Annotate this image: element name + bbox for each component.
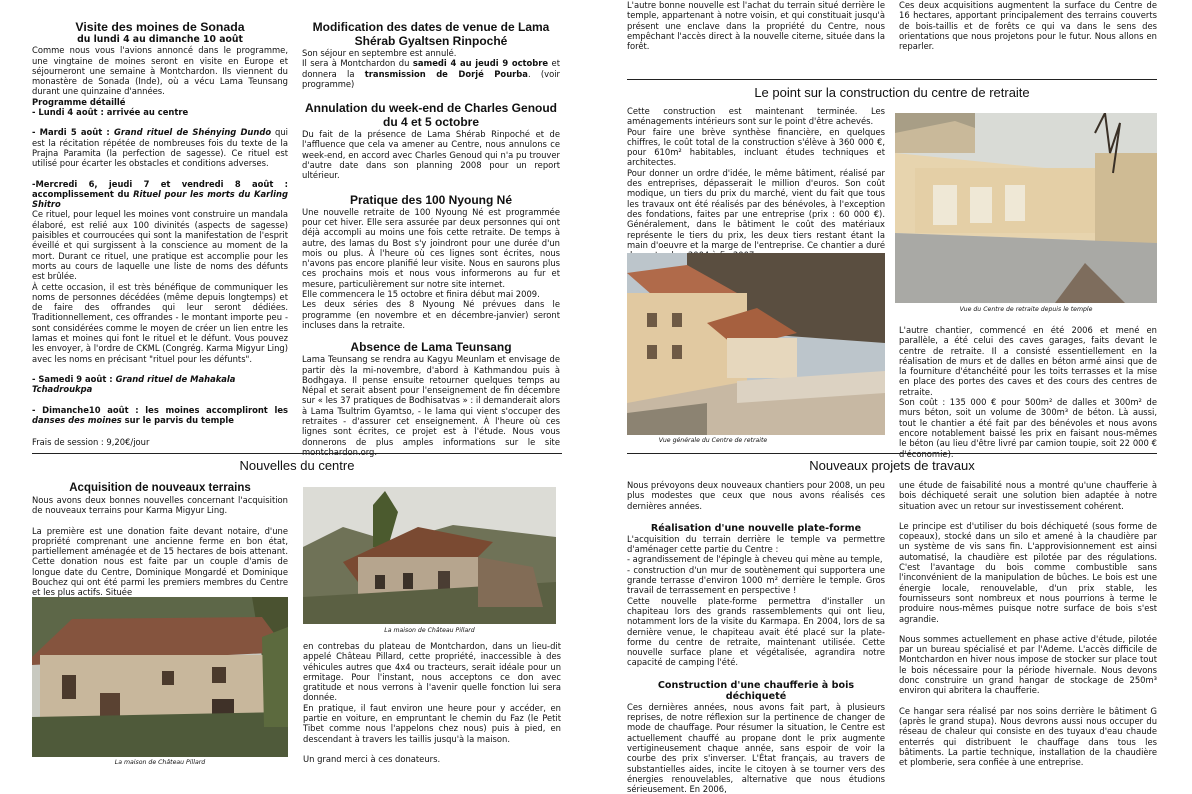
farmhouse-photo-1 [303, 487, 556, 624]
acquisitions-summary: Ces deux acquisitions augmentent la surface du Centre de 16 hectares, apportant principalement des terrains couverts de bois-taillis et de forêts ce qui va dans le sens des orientations que nous projetons pour le futur. Nous allons en reparler. [899, 0, 1157, 52]
modification-text [302, 48, 560, 89]
retraite-text-1: Cette construction est maintenant terminée. Les aménagements intérieurs sont sur le point d'être achevés. Pour faire une brève synthèse financière, en quelques chiffres, le coût total de la construction s'élève à 360 000 €, pour 610m² habitables, incluant études techniques et architectes. Pour donner un ordre d'idée, le même bâtiment, réalisé par des entreprises, dépasserait le million d'euros. Son coût modique, un tiers du prix du marché, vient du fait que tous les travaux ont été réalisés par des bénévoles, à l'exception des fondations, faites par une entreprise (prix : 60 000 €). Généralement, dans le bâtiment le coût des matériaux représente le tiers du prix, les deux tiers restant étant la main d'oeuvre et la marge de l'entreprise. Ce chantier a duré [627, 106, 885, 250]
chaufferie-title: Construction d'une chaufferie à bois déchiqueté [657, 679, 855, 702]
retreat-back-illustration [895, 113, 1157, 303]
sonada-dates: du lundi 4 au dimanche 10 août [77, 34, 243, 45]
item-dimanche [32, 405, 288, 426]
sonada-title: Visite des moines de Sonada [75, 20, 245, 34]
item-mercredi [32, 179, 288, 210]
acquisition-title: Acquisition de nouveaux terrains [69, 482, 251, 494]
item-mardi-title: Grand rituel de Shénying Dundo [113, 127, 272, 138]
caves-article [899, 325, 1157, 459]
acquisition-text-2: en contrebas du plateau de Montchardon, dans un lieu-dit appelé Château Pillard, cette propriété, inaccessible à des véhicules autres que 4x4 ou tracteurs, serait idéale pour un ermitage. Pour l'instant, nous acceptons ce don avec gratitude et nous verrons à l'avenir quelle fonction lui sera donnée. En pratique, il faut environ une heure pour y accéder, en partie en voiture, en empruntant le chemin du Faz (le Petit Tibet comme nous l'appelons chez nous) puis à pied, en descendant à travers les taillis jusqu'à la maison. [303, 641, 561, 744]
modification-text-c: et donnera la [302, 58, 560, 79]
plateforme-text: L'acquisition du terrain derrière le temple va permettre d'aménager cette partie du Centre : - agrandissement de l'épingle à cheveu qui mène au temple, - construction d'un mur de soutènement qui supportera une grande terrasse d'environ 1000 m² derrière le temple. Gros travail de terrassement en perspective ! Cette nouvelle plate-forme permettra d'installer un chapiteau lors des grands rassemblements qui ont lieu, notamment lors de la visite du Karmapa. En 2004, lors de sa dernière venue, le chapiteau avait été placé sur la plate-forme du centre de retraite, maintenant utilisée. Cette nouvelle surface plane et végétalisée, agrandira notre capacité de camping l'été. [627, 533, 885, 668]
right-top-right [899, 0, 1157, 51]
chaufferie-hangar: Ce hangar sera réalisé par nos soins derrière le bâtiment G (après le grand stupa). Nous devrons aussi nous occuper du réseau de chaleur qui consiste en des tuyaux d'eau chaude enterrés qui distribuent le chauffage dans tous les bâtiments. La partie technique, installation de la chaudière et plomberie, sera confiée à une entreprise. [899, 705, 1157, 768]
left-column-2 [302, 20, 560, 457]
modification-dates: samedi 4 au jeudi 9 octobre [412, 58, 549, 69]
caption-house-2: La maison de Château Pillard [384, 627, 475, 634]
modification-transmission: transmission de Dorjé Pourba [364, 68, 528, 79]
item-mardi-head: - Mardi 5 août : [32, 127, 114, 138]
retraite-divider [627, 79, 1157, 80]
absence-title: Absence de Lama Teunsang [350, 340, 512, 355]
projets-intro: Nous prévoyons deux nouveaux chantiers pour 2008, un peu plus modestes que ceux que nous avons réalisés ces dernières années. [627, 480, 885, 511]
absence-text: Lama Teunsang se rendra au Kagyu Meunlam et envisage de partir dès la mi-novembre, d'abord à Kathmandou puis à Bodhgaya. Il pense ensuite retourner quelques temps au Népal et serait absent pour l'enseignement de fin décembre sur « les 37 pratiques de Bodhisatvas » : il demanderait alors à Lama Tsultrim Gyamtso, - le lama qui vient s'occuper des retraites - d'assurer cet enseignement. À l'heure où ces lignes sont écrites, ce projet est à l'étude. Nous vous donnerons de plus amples informations sur le site montchardon.org. [302, 354, 560, 457]
retreat-general-photo [627, 253, 885, 435]
modification-text-a: Son séjour en septembre est annulé. Il sera à Montchardon du [302, 48, 457, 69]
sonada-article [32, 20, 288, 447]
chaufferie-etude: une étude de faisabilité nous a montré qu'une chaufferie à bois déchiqueté serait une solution bien adaptée à notre situation avec un retour sur investissement cohérent. [899, 480, 1157, 511]
projets-column-1 [627, 480, 885, 794]
acquisition-intro: Nous avons deux bonnes nouvelles concernant l'acquisition de nouveaux terrains pour Karma Migyur Ling. [32, 495, 288, 516]
projets-column-2 [899, 480, 1157, 767]
item-dimanche-title: danses des moines [32, 414, 122, 425]
caption-house-1: La maison de Château Pillard [114, 759, 206, 766]
projets-section-title: Nouveaux projets de travaux [809, 458, 975, 473]
nouvelles-section-title: Nouvelles du centre [239, 458, 355, 473]
item-dimanche-text: sur le parvis du temple [121, 414, 234, 425]
retraite-article [627, 106, 885, 260]
chaufferie-text: Ces dernières années, nous avons fait part, à plusieurs reprises, de notre réflexion sur la pertinence de changer de mode de chauffage. Pour résumer la situation, le Centre est actuellement chauffé au propane dont le prix augmente vertigineusement chaque année, sans espoir de voir la courbe des prix s'inverser. L'État français, au travers de substantielles aides, incite le citoyen à se tourner vers des énergies renouvelables, alternative que nous étudions sérieusement. En 2006, [627, 701, 885, 794]
session-fees: Frais de session : 9,20€/jour [32, 437, 150, 448]
sonada-intro: Comme nous vous l'avions annoncé dans le programme, une vingtaine de moines seront en visite en Europe et séjourneront une semaine à Montchardon. Ils viennent du monastère de Sonada (Inde), où a vécu Lama Teunsang durant une quinzaine d'années. [32, 45, 288, 97]
retreat-back-photo [895, 113, 1157, 303]
right-top-left [627, 0, 885, 51]
modification-title: Modification des dates de venue de Lama Shérab Gyaltsen Rinpoché [312, 20, 550, 48]
caption-retreat-back: Vue du Centre de retraite depuis le temple [959, 306, 1093, 313]
farmhouse-photo-2 [32, 597, 288, 757]
acquisition-text-1: La première est une donation faite devant notaire, d'une propriété comprenant une ancienne ferme en bon état, partiellement aménagée et de 15 hectares de bois attenant. Cette donation nous est faite par un couple d'amis de longue date du Centre, Dominique Mongardé et Dominique Bouchez qui ont été parmi les premiers membres du Centre et les plus actifs. Située [32, 525, 288, 598]
item-lundi: - Lundi 4 août : arrivée au centre [32, 107, 189, 118]
annulation-title: Annulation du week-end de Charles Genoud du 4 et 5 octobre [304, 101, 558, 130]
item-mercredi-text: Ce rituel, pour lequel les moines vont construire un mandala élaboré, est relié aux 100 divinités (aspects de sagesse) paisibles et courroucées qui sont la manifestation de l'esprit éveillé et qui surgissent à la conscience au moment de la mort. Durant ce rituel, une pratique est accomplie pour les morts au cours de laquelle une liste de noms des défunts est brûlée. À cette occasion, il est très bénéfique de communiquer les noms de personnes décédées (même depuis longtemps) et de faire des offrandes qui leur seront dédiées. Traditionnellement, ces offrandes - le montant importe peu - sont considérées comme le moyen de créer un lien entre les lamas et moines qui font le rituel et le défunt. Vous pouvez les envoyer, à l'ordre de CKML (Congrég. Karma Migyur Ling) avec les noms en précisant "rituel pour les défunts". [32, 209, 288, 364]
farmhouse-illustration-2 [32, 597, 288, 757]
terrain-text: L'autre bonne nouvelle est l'achat du terrain situé derrière le temple, appartenant à notre voisin, et qui constituait jusqu'à présent une enclave dans la propriété du Centre, nous empêchant l'accès direct à la nouvelle citerne, située dans la forêt. [627, 0, 885, 52]
plateforme-title: Réalisation d'une nouvelle plate-forme [650, 522, 862, 534]
retraite-text-2: L'autre chantier, commencé en été 2006 et mené en parallèle, a été celui des caves garages, faits devant le centre de retraite. Il a consisté essentiellement en la réalisation de murs et de dalles en béton armé ainsi que de la fourniture d'étanchéité pour les toits terrasses et la mise en place des portes des caves et des cours des centres de retraite. Son coût : 135 000 € pour 500m² de dalles et 300m² de murs béton, soit un volume de 300m³ de béton. Là aussi, tout le chantier a été fait par des bénévoles et nous avons encore notablement baissé les prix en faisant nous-mêmes le béton (au lieu d'être livré par camion toupie, soit 22 000 € d'économie). [899, 325, 1157, 459]
acquisition-continued [303, 641, 561, 764]
item-mercredi-title: Rituel pour les morts du Karling Shitro [32, 188, 288, 210]
retreat-general-illustration [627, 253, 885, 435]
farmhouse-illustration-1 [303, 487, 556, 624]
annulation-text: Du fait de la présence de Lama Shérab Rinpoché et de l'affluence que cela va amener au Centre, nous annulons ce week-end, en accord avec Charles Genoud qui n'a pu trouver d'autre date dans son planning 2008 pour un report ultérieur. [302, 129, 560, 181]
item-samedi [32, 374, 288, 395]
programme-label: Programme détaillé [32, 96, 126, 107]
item-samedi-title: Grand rituel de Mahakala Tchadroukpa [32, 373, 236, 395]
thanks-text: Un grand merci à ces donateurs. [303, 753, 441, 764]
nyoung-ne-title: Pratique des 100 Nyoung Né [349, 192, 513, 207]
item-samedi-head: - Samedi 9 août : [32, 373, 116, 384]
modification-text-e: . (voir programme) [302, 68, 560, 89]
item-dimanche-head: - Dimanche10 août : les moines accompliront les [32, 404, 288, 415]
chaufferie-phase: Nous sommes actuellement en phase active d'étude, pilotée par un bureau spécialisé et par l'Ademe. L'accès difficile de Montchardon en hiver nous impose de stocker sur place tout le bois nécessaire pour la période hivernale. Nous devons donc construire un grand hangar de stockage de 250m³ environ qui abritera la chaufferie. [899, 633, 1157, 696]
left-section-divider [32, 453, 562, 454]
acquisition-article [32, 482, 288, 598]
caption-retreat-general: Vue générale du Centre de retraite [658, 437, 768, 444]
item-mardi [32, 127, 288, 168]
chaufferie-principe: Le principe est d'utiliser du bois déchiqueté (sous forme de copeaux), stocké dans un silo et amené à la chaudière par un système de vis sans fin. L'approvisionnement est ainsi automatisé, la chaudière est pilotée par des régulations. C'est l'avantage du bois comme combustible sans l'inconvénient de la manipulation de bûches. Le bois est une énergie locale, renouvelable, d'un prix stable, les fournisseurs sont nombreux et nous pourrions à terme le produire nous-mêmes puisque notre surface de bois s'est agrandie. [899, 520, 1157, 624]
projets-divider [627, 453, 1157, 454]
item-mardi-text: qui est la récitation répétée de nombreuses fois du texte de la Prajna Paramita (la perfection de sagesse). Ce rituel est utilisé pour écarter les obstacles et conditions adverses. [32, 127, 288, 169]
nyoung-ne-text: Une nouvelle retraite de 100 Nyoung Né est programmée pour cet hiver. Elle sera assurée par deux personnes qui ont déjà accompli au moins une fois cette retraite. De temps à autre, des lamas du Bost s'y joindront pour une durée d'un mois ou plus. À l'heure où ces lignes sont écrites, nous n'avons pas encore planifié leur visite. Nous en saurons plus ces prochains mois et nous vous informerons au fur et mesure, particulièrement sur notre site internet. Elle commencera le 15 octobre et finira début mai 2009. Les deux séries des 8 Nyoung Né prévues dans le programme (en novembre et en décembre-janvier) seront incluses dans la retraite. [302, 206, 560, 330]
retraite-section-title: Le point sur la construction du centre de retraite [754, 85, 1030, 100]
item-mercredi-head: -Mercredi 6, jeudi 7 et vendredi 8 août : accomplissement du [32, 178, 288, 199]
